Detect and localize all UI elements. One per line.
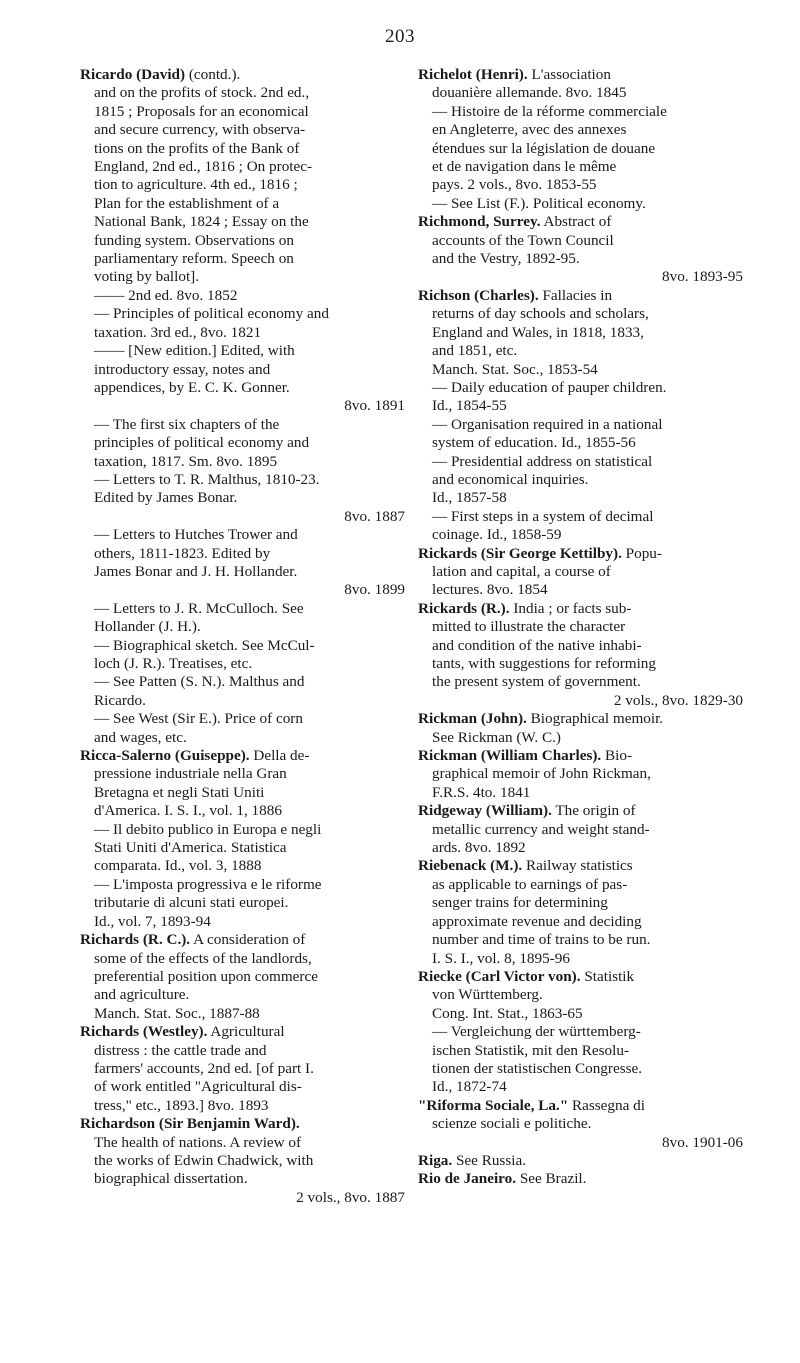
index-line [80, 968, 405, 986]
entry-text: parliamentary reform. Speech on [94, 250, 294, 268]
index-line [80, 158, 405, 176]
entry-text: — First steps in a system of decimal [432, 507, 654, 525]
index-line [80, 857, 405, 875]
entry-text: comparata. Id., vol. 3, 1888 [94, 857, 262, 875]
entry-text: 2 vols., 8vo. 1829-30 [613, 691, 743, 709]
entry-text: tants, with suggestions for reforming [432, 655, 656, 672]
index-line [418, 729, 743, 747]
entry-text: Cong. Int. Stat., 1863-65 [432, 1004, 583, 1022]
index-line [418, 545, 743, 563]
index-line [418, 1078, 743, 1096]
entry-text: others, 1811-1823. Edited by [94, 544, 271, 562]
entry-text: Abstract of [540, 213, 612, 231]
index-line [80, 232, 405, 250]
index-line [418, 710, 743, 728]
index-line [80, 305, 405, 323]
entry-text: — Letters to J. R. McCulloch. See [94, 599, 304, 617]
page-number: 203 [385, 26, 415, 47]
entry-text: system of education. Id., 1855-56 [432, 434, 636, 452]
entry-text: — Letters to Hutches Trower and [94, 526, 298, 544]
index-line [418, 176, 743, 194]
entry-text: returns of day schools and scholars, [432, 305, 649, 323]
entry-text: Manch. Stat. Soc., 1853-54 [432, 360, 598, 378]
entry-text: Plan for the establishment of a [94, 194, 280, 212]
index-line [80, 1005, 405, 1023]
entry-heading: Richmond, Surrey. [418, 213, 541, 231]
entry-text: James Bonar and J. H. Hollander. [94, 562, 298, 580]
entry-text: and on the profits of stock. 2nd ed., [94, 84, 310, 102]
index-line [80, 1023, 405, 1041]
index-line [80, 66, 405, 84]
index-line [418, 821, 743, 839]
entry-text: — Biographical sketch. See McCul- [94, 636, 315, 654]
entry-text: mitted to illustrate the character [432, 618, 626, 636]
entry-text: Manch. Stat. Soc., 1887-88 [94, 1004, 260, 1022]
index-line [418, 563, 743, 581]
entry-text: tion to agriculture. 4th ed., 1816 ; [94, 176, 298, 194]
index-line [418, 857, 743, 875]
entry-text: — Organisation required in a national [432, 415, 663, 433]
index-line [418, 839, 743, 857]
entry-text: — Presidential address on statistical [432, 452, 653, 470]
index-line [80, 176, 405, 194]
entry-text: — Vergleichung der württemberg- [432, 1023, 641, 1041]
entry-text: as applicable to earnings of pas- [432, 875, 628, 893]
index-line [80, 268, 405, 286]
index-line [418, 1042, 743, 1060]
entry-text: the works of Edwin Chadwick, with [94, 1151, 314, 1169]
entry-heading: Richards (R. C.). [80, 931, 191, 949]
index-line [418, 379, 743, 397]
entry-text: The health of nations. A review of [94, 1133, 302, 1151]
entry-text: of work entitled "Agricultural dis- [94, 1078, 302, 1096]
entry-text: Bio- [601, 747, 633, 765]
entry-text: Id., 1872-74 [432, 1078, 507, 1096]
index-line [418, 453, 743, 471]
entry-text: 8vo. 1891 [344, 397, 405, 415]
entry-text: — The first six chapters of the [94, 415, 280, 433]
index-line [80, 600, 405, 618]
entry-heading: Rio de Janeiro. [418, 1170, 517, 1188]
entry-text: — See List (F.). Political economy. [432, 194, 646, 212]
index-line [80, 876, 405, 894]
entry-text: and condition of the native inhabi- [432, 636, 642, 654]
entry-text: Fallacies in [538, 286, 613, 304]
index-line [418, 876, 743, 894]
entry-text: ischen Statistik, mit den Resolu- [432, 1041, 629, 1059]
entry-text: — See West (Sir E.). Price of corn [94, 710, 303, 728]
entry-text: —— 2nd ed. 8vo. 1852 [94, 286, 238, 304]
index-line [80, 84, 405, 102]
index-line [418, 361, 743, 379]
index-line [80, 765, 405, 783]
index-line [80, 1097, 405, 1115]
index-line [418, 508, 743, 526]
entry-text: graphical memoir of John Rickman, [432, 765, 651, 783]
index-line [418, 637, 743, 655]
index-line [80, 213, 405, 231]
entry-text: L'association [527, 66, 611, 83]
index-line [418, 692, 743, 710]
entry-text: tionen der statistischen Congresse. [432, 1059, 643, 1077]
entry-heading: Rickman (William Charles). [418, 747, 602, 765]
index-line [80, 729, 405, 747]
index-line [418, 655, 743, 673]
entry-text: — Letters to T. R. Malthus, 1810-23. [94, 470, 320, 488]
entry-text: d'America. I. S. I., vol. 1, 1886 [94, 802, 282, 820]
index-line [418, 931, 743, 949]
index-line [418, 1097, 743, 1115]
entry-text: — Principles of political economy and [94, 305, 329, 323]
entry-text: and wages, etc. [94, 728, 187, 746]
index-line [80, 710, 405, 728]
entry-text: 8vo. 1893-95 [662, 268, 743, 286]
entry-text: and economical inquiries. [432, 470, 589, 488]
index-line [418, 1170, 743, 1188]
index-line [80, 1189, 405, 1207]
entry-text: England and Wales, in 1818, 1833, [432, 323, 644, 341]
index-line [80, 195, 405, 213]
index-line [80, 581, 405, 599]
index-line [80, 434, 405, 452]
index-line [80, 821, 405, 839]
entry-heading: Rickman (John). [418, 710, 527, 728]
entry-text: en Angleterre, avec des annexes [432, 121, 627, 139]
index-line [418, 66, 743, 84]
entry-text: scienze sociali e politiche. [432, 1115, 592, 1133]
index-line [80, 1170, 405, 1188]
entry-text: loch (J. R.). Treatises, etc. [94, 655, 253, 672]
index-line [80, 453, 405, 471]
entry-text: —— [New edition.] Edited, with [94, 342, 295, 360]
entry-heading: Rickards (Sir George Kettilby). [418, 544, 622, 562]
index-line [418, 213, 743, 231]
index-line [418, 1060, 743, 1078]
index-line [418, 802, 743, 820]
index-line [80, 692, 405, 710]
entry-text: See Rickman (W. C.) [432, 728, 561, 746]
entry-text: Bretagna et negli Stati Uniti [94, 783, 265, 801]
index-line [418, 342, 743, 360]
index-line [80, 508, 405, 526]
index-line [418, 600, 743, 618]
entry-text: 8vo. 1901-06 [662, 1133, 743, 1151]
index-line [80, 545, 405, 563]
index-line [418, 618, 743, 636]
index-line [80, 1115, 405, 1133]
index-line [80, 379, 405, 397]
entry-text: lectures. 8vo. 1854 [432, 581, 548, 599]
entry-heading: Riecke (Carl Victor von). [418, 967, 581, 985]
index-line [418, 1115, 743, 1133]
index-line [80, 1152, 405, 1170]
entry-text: taxation. 3rd ed., 8vo. 1821 [94, 323, 262, 341]
entry-text: taxation, 1817. Sm. 8vo. 1895 [94, 452, 278, 470]
entry-text: Id., vol. 7, 1893-94 [94, 912, 211, 930]
entry-text: metallic currency and weight stand- [432, 820, 650, 838]
entry-text: See Russia. [452, 1151, 526, 1169]
index-line [80, 913, 405, 931]
entry-text: 1815 ; Proposals for an economical [94, 102, 309, 120]
entry-text: 2 vols., 8vo. 1887 [296, 1188, 405, 1206]
index-line [418, 784, 743, 802]
entry-text: et de navigation dans le même [432, 158, 617, 176]
entry-text: See Brazil. [516, 1170, 587, 1188]
index-line [418, 747, 743, 765]
index-line [80, 121, 405, 139]
entry-text: Id., 1854-55 [432, 397, 507, 415]
entry-text: pressione industriale nella Gran [94, 765, 287, 783]
entry-heading: Ricca-Salerno (Guiseppe). [80, 747, 250, 765]
entry-text: tress," etc., 1893.] 8vo. 1893 [94, 1096, 269, 1114]
left-column [80, 66, 405, 1207]
index-line [80, 563, 405, 581]
index-line [418, 250, 743, 268]
index-line [418, 489, 743, 507]
index-line [80, 324, 405, 342]
entry-text: biographical dissertation. [94, 1170, 248, 1188]
entry-text: accounts of the Town Council [432, 231, 614, 249]
entry-text: India ; or facts sub- [509, 599, 632, 617]
entry-text: étendues sur la législation de douane [432, 139, 656, 157]
index-line [418, 232, 743, 250]
entry-text: Statistik [580, 967, 635, 985]
index-line [418, 287, 743, 305]
entry-text: pays. 2 vols., 8vo. 1853-55 [432, 176, 597, 194]
entry-text: National Bank, 1824 ; Essay on the [94, 213, 309, 231]
entry-heading: Rickards (R.). [418, 599, 510, 617]
entry-text: some of the effects of the landlords, [94, 949, 312, 967]
index-line [80, 526, 405, 544]
entry-text: von Württemberg. [432, 986, 543, 1004]
entry-text: Della de- [249, 747, 310, 765]
index-line [418, 913, 743, 931]
index-line [80, 103, 405, 121]
entry-text: approximate revenue and deciding [432, 912, 642, 930]
index-line [80, 489, 405, 507]
index-line [418, 268, 743, 286]
entry-heading: Richson (Charles). [418, 286, 539, 304]
index-line [80, 950, 405, 968]
index-line [418, 140, 743, 158]
entry-text: the present system of government. [432, 673, 641, 691]
entry-text: I. S. I., vol. 8, 1895-96 [432, 949, 570, 967]
entry-text: A consideration of [190, 931, 306, 949]
index-line [418, 324, 743, 342]
entry-text: ards. 8vo. 1892 [432, 839, 526, 857]
entry-heading: Richards (Westley). [80, 1023, 208, 1041]
entry-text: F.R.S. 4to. 1841 [432, 783, 531, 801]
entry-text: and the Vestry, 1892-95. [432, 250, 580, 268]
index-line [418, 765, 743, 783]
entry-text: England, 2nd ed., 1816 ; On protec- [94, 158, 313, 176]
index-line [418, 950, 743, 968]
entry-text: preferential position upon commerce [94, 967, 318, 985]
index-line [80, 361, 405, 379]
entry-text: funding system. Observations on [94, 231, 294, 249]
entry-text: 8vo. 1899 [344, 581, 405, 599]
index-line [80, 342, 405, 360]
entry-text: lation and capital, a course of [432, 562, 611, 580]
entry-heading: Riga. [418, 1151, 453, 1169]
index-line [80, 747, 405, 765]
index-line [418, 434, 743, 452]
entry-text: appendices, by E. C. K. Gonner. [94, 378, 290, 396]
entry-text: farmers' accounts, 2nd ed. [of part I. [94, 1059, 314, 1077]
entry-text: Biographical memoir. [526, 710, 664, 728]
index-line [418, 195, 743, 213]
index-line [418, 471, 743, 489]
index-line [80, 802, 405, 820]
index-line [80, 637, 405, 655]
entry-text: — Il debito publico in Europa e negli [94, 820, 322, 838]
entry-text: Edited by James Bonar. [94, 489, 238, 507]
index-line [418, 121, 743, 139]
entry-text: introductory essay, notes and [94, 360, 271, 378]
entry-text: coinage. Id., 1858-59 [432, 526, 562, 544]
entry-text: and agriculture. [94, 986, 190, 1004]
entry-text: Id., 1857-58 [432, 489, 507, 507]
entry-heading: Ridgeway (William). [418, 802, 552, 820]
entry-text: 8vo. 1887 [344, 507, 405, 525]
index-line [80, 140, 405, 158]
index-line [80, 287, 405, 305]
index-line [80, 397, 405, 415]
entry-text: tributarie di alcuni stati europei. [94, 894, 289, 912]
index-line [418, 397, 743, 415]
entry-text: senger trains for determining [432, 894, 608, 912]
index-line [80, 784, 405, 802]
index-line [418, 526, 743, 544]
index-line [418, 1152, 743, 1170]
index-line [418, 416, 743, 434]
entry-text: — See Patten (S. N.). Malthus and [94, 673, 305, 691]
index-line [418, 84, 743, 102]
index-line [418, 968, 743, 986]
index-line [80, 986, 405, 1004]
entry-heading: Ricardo (David) [80, 66, 186, 83]
entry-text: Hollander (J. H.). [94, 618, 201, 636]
index-line [418, 158, 743, 176]
index-line [80, 1042, 405, 1060]
index-line [80, 1134, 405, 1152]
entry-heading: Richelot (Henri). [418, 66, 528, 83]
entry-text: number and time of trains to be run. [432, 931, 651, 949]
entry-text: tions on the profits of the Bank of [94, 139, 300, 157]
index-line [418, 1023, 743, 1041]
index-line [418, 673, 743, 691]
entry-text: — Daily education of pauper children. [432, 378, 667, 396]
entry-text: voting by ballot]. [94, 268, 200, 286]
entry-heading: Riebenack (M.). [418, 857, 523, 875]
index-line [418, 305, 743, 323]
entry-text: Rassegna di [568, 1096, 645, 1114]
index-line [80, 1078, 405, 1096]
index-line [418, 1134, 743, 1152]
index-line [80, 655, 405, 673]
entry-text: The origin of [551, 802, 636, 820]
index-line [80, 618, 405, 636]
index-line [418, 894, 743, 912]
index-line [418, 103, 743, 121]
index-line [80, 1060, 405, 1078]
index-line [418, 581, 743, 599]
index-line [418, 986, 743, 1004]
entry-text: and secure currency, with observa- [94, 121, 306, 139]
entry-text: Railway statistics [522, 857, 633, 875]
index-line [80, 471, 405, 489]
entry-text: (contd.). [185, 66, 241, 83]
entry-text: — Histoire de la réforme commerciale [432, 102, 667, 120]
index-line [80, 673, 405, 691]
entry-text: distress : the cattle trade and [94, 1041, 267, 1059]
index-line [418, 1005, 743, 1023]
entry-text: Ricardo. [94, 691, 146, 709]
index-line [80, 839, 405, 857]
entry-heading: Richardson (Sir Benjamin Ward). [80, 1115, 300, 1133]
right-column [418, 66, 743, 1189]
index-line [80, 931, 405, 949]
entry-text: — L'imposta progressiva e le riforme [94, 875, 322, 893]
index-line [80, 250, 405, 268]
entry-text: Popu- [621, 544, 662, 562]
entry-text: and 1851, etc. [432, 342, 518, 360]
index-line [80, 894, 405, 912]
entry-text: Agricultural [207, 1023, 285, 1041]
entry-text: Stati Uniti d'America. Statistica [94, 839, 287, 857]
index-line [80, 416, 405, 434]
entry-text: douanière allemande. 8vo. 1845 [432, 84, 627, 102]
entry-text: principles of political economy and [94, 434, 310, 452]
entry-heading: "Riforma Sociale, La." [418, 1096, 569, 1114]
